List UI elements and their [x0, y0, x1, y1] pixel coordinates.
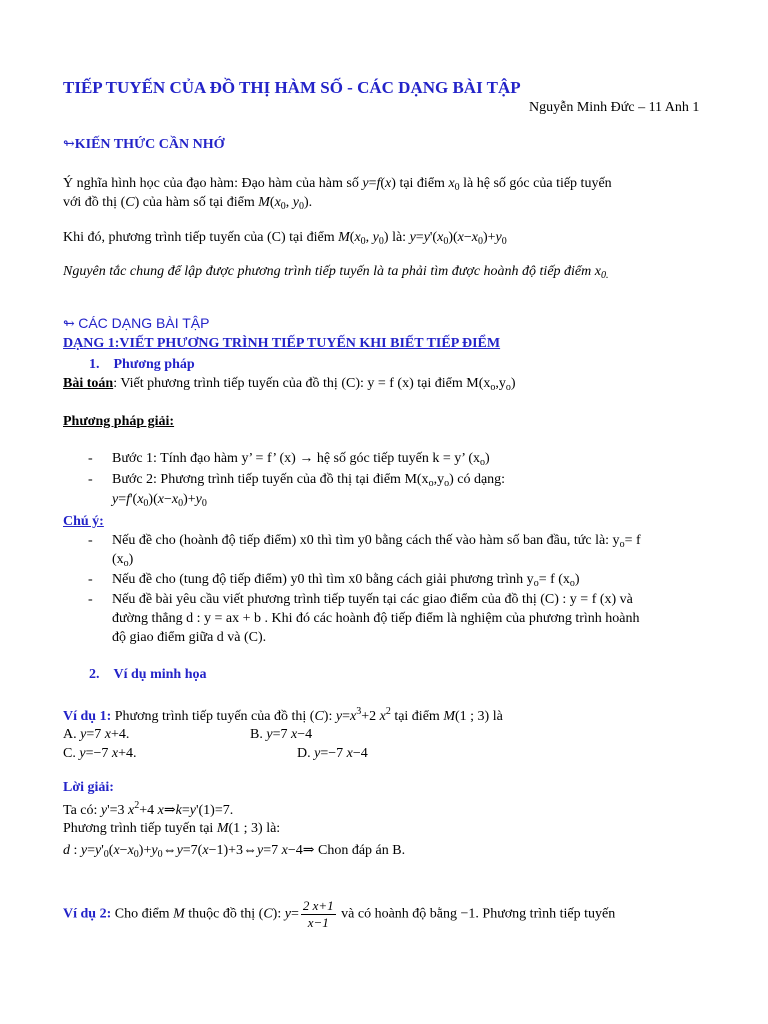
solution-heading: Lời giải: [63, 780, 114, 795]
phuong-phap-giai-heading: Phương pháp giải: [63, 414, 175, 429]
example-2-question: Ví dụ 2: Cho điểm M thuộc đồ thị (C): y= $\frac{2 x+1}{x-1}$ và có hoành độ bằng −1. Phương trình tiếp tuyến [63, 898, 616, 930]
item-2-heading: 2. Ví dụ minh họa [89, 667, 207, 682]
solution-tangent-intro: Phương trình tiếp tuyến tại M(1 ; 3) là: [63, 821, 281, 836]
note-1-cont: $(x_o)$ [112, 552, 134, 569]
knowledge-heading: ↬KIẾN THỨC CẦN NHỚ [63, 137, 225, 152]
option-c: C. y=−7 x+4. [63, 746, 137, 761]
knowledge-paragraph-1-line-1: Ý nghĩa hình học của đạo hàm: Đạo hàm của hàm số y=f(x) tại điểm $x_0$ là hệ số góc của tiếp tuyến [63, 176, 612, 193]
note-3-line-2: đường thẳng d : y = ax + b . Khi đó các hoành độ tiếp điểm là nghiệm của phương trình hoành [112, 611, 640, 626]
solution-tangent-equation: d : $y=y'_0(x-x_0)+y_0\Leftrightarrow y=7(x-1)+3\Leftrightarrow y=7$ x−4⇒ Chon đáp án B. [63, 843, 406, 860]
example-1-question: Ví dụ 1: Phương trình tiếp tuyến của đồ thị (C): $y=x^3+2$ $x^2$ tại điểm M(1 ; 3) là [63, 706, 503, 724]
arrow-right-icon: → [299, 451, 314, 466]
note-3-line-3: độ giao điểm giữa d và (C). [112, 630, 267, 645]
chu-y-heading: Chú ý: [63, 514, 104, 529]
knowledge-paragraph-2: Khi đó, phương trình tiếp tuyến của (C) tại điểm $M(x_0$, $y_0$) là: $y=y'(x_0)(x-x_0)+y_0$ [63, 230, 507, 247]
exercises-heading: ↬ CÁC DẠNG BÀI TẬP [63, 315, 210, 332]
arrow-icon: ↬ [63, 317, 75, 332]
option-a: A. y=7 x+4. [63, 727, 130, 742]
item-1-heading: 1. Phương pháp [89, 357, 195, 372]
arrow-icon: ↬ [63, 137, 75, 152]
document-title: TIẾP TUYẾN CỦA ĐỒ THỊ HÀM SỐ - CÁC DẠNG BÀI TẬP [63, 78, 521, 97]
bai-toan-line: Bài toán: Viết phương trình tiếp tuyến của đồ thị (C): y = f (x) tại điểm $M(x_o,y_o)$ [63, 376, 516, 393]
step-2-formula: $y=f'(x_0)(x-x_0)+y_0$ [112, 492, 207, 509]
option-d: D. y=−7 x−4 [297, 746, 368, 761]
dang-1-heading: DẠNG 1:VIẾT PHƯƠNG TRÌNH TIẾP TUYẾN KHI BIẾT TIẾP ĐIỂM [63, 336, 501, 351]
solution-derivative: Ta có: y'=3 $x^2+4$ x⇒k=y'(1)=7. [63, 800, 234, 818]
knowledge-paragraph-1-line-2: với đồ thị (C) của hàm số tại điểm $M(x_0$, $y_0$). [63, 195, 313, 212]
knowledge-paragraph-3: Nguyên tắc chung để lập được phương trình tiếp tuyến là ta phải tìm được hoành độ tiếp điểm $x_{0.}$ [63, 264, 609, 281]
option-b: B. y=7 x−4 [250, 727, 313, 742]
author-line: Nguyễn Minh Đức – 11 Anh 1 [529, 100, 700, 115]
